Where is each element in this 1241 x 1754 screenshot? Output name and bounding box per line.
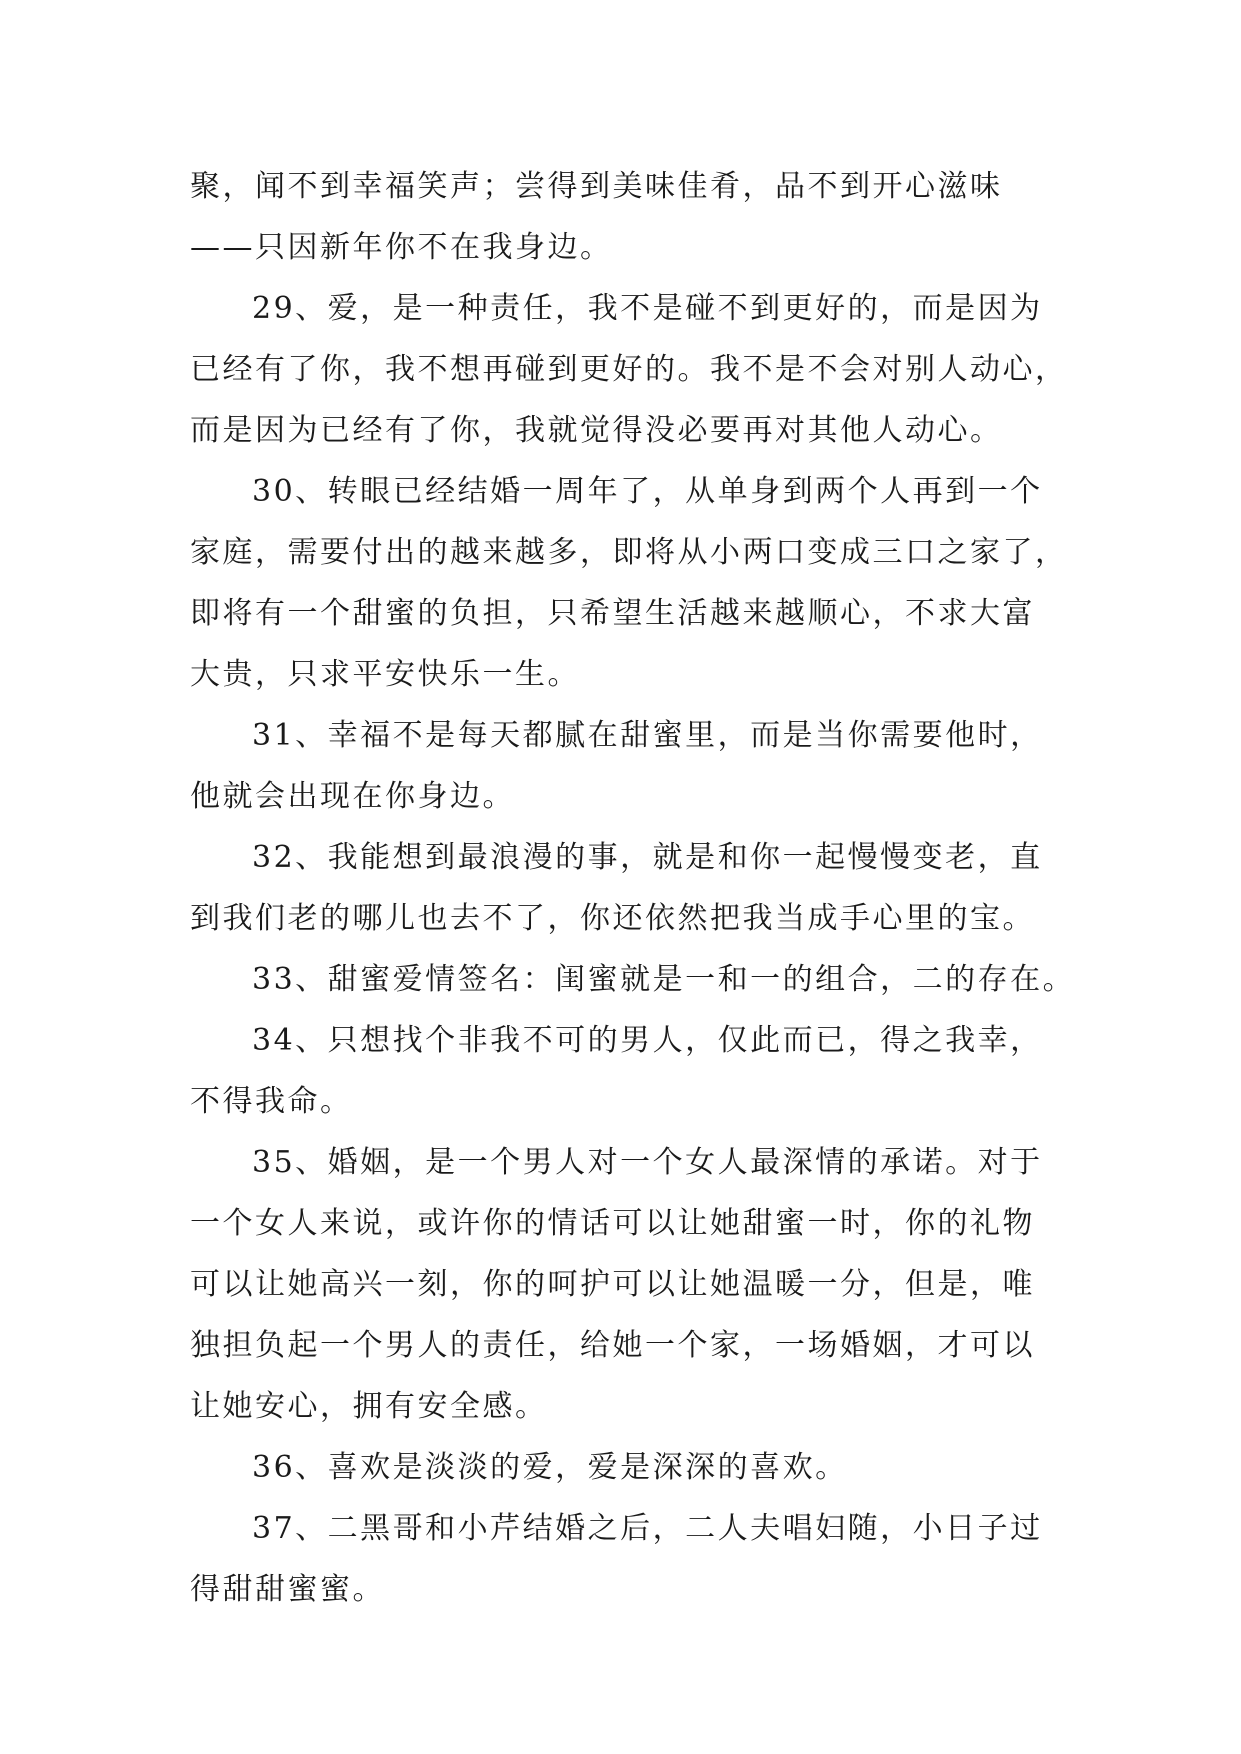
text-line: 可以让她高兴一刻，你的呵护可以让她温暖一分，但是，唯 [190,1267,1035,1302]
text-line: 30、转眼已经结婚一周年了，从单身到两个人再到一个 [252,474,1043,509]
paragraph-37 [190,1498,1070,1620]
text-line: 独担负起一个男人的责任，给她一个家，一场婚姻，才可以 [190,1328,1035,1363]
text-line: 他就会出现在你身边。 [190,779,515,814]
paragraph-34 [190,1010,1070,1132]
text-line: 到我们老的哪儿也去不了，你还依然把我当成手心里的宝。 [190,901,1035,936]
text-line: 37、二黑哥和小芹结婚之后，二人夫唱妇随，小日子过 [252,1511,1043,1546]
paragraph-29 [190,278,1070,461]
paragraph-33 [190,949,1076,1010]
text-line: 家庭，需要付出的越来越多，即将从小两口变成三口之家了， [190,535,1068,570]
text-line: 让她安心，拥有安全感。 [190,1389,548,1424]
text-line: 大贵，只求平安快乐一生。 [190,657,580,692]
document-body [190,156,1076,1620]
paragraph-continuation [190,156,1070,278]
paragraph-31 [190,705,1070,827]
paragraph-30 [190,461,1070,705]
text-line: 29、爱，是一种责任，我不是碰不到更好的，而是因为 [252,291,1043,326]
paragraph-36 [190,1437,1070,1498]
text-line: 得甜甜蜜蜜。 [190,1572,385,1607]
text-line: 聚，闻不到幸福笑声；尝得到美味佳肴，品不到开心滋味 [190,169,1003,204]
text-line: 一个女人来说，或许你的情话可以让她甜蜜一时，你的礼物 [190,1206,1035,1241]
text-line: 34、只想找个非我不可的男人，仅此而已，得之我幸， [252,1023,1043,1058]
text-line: 31、幸福不是每天都腻在甜蜜里，而是当你需要他时， [252,718,1043,753]
text-line: 33、甜蜜爱情签名：闺蜜就是一和一的组合，二的存在。 [252,962,1076,997]
paragraph-32 [190,827,1070,949]
text-line: 32、我能想到最浪漫的事，就是和你一起慢慢变老，直 [252,840,1043,875]
paragraph-35 [190,1132,1070,1437]
text-line: 不得我命。 [190,1084,353,1119]
text-line: 36、喜欢是淡淡的爱，爱是深深的喜欢。 [252,1450,848,1485]
text-line: 35、婚姻，是一个男人对一个女人最深情的承诺。对于 [252,1145,1043,1180]
text-line: 即将有一个甜蜜的负担，只希望生活越来越顺心，不求大富 [190,596,1035,631]
text-line: 而是因为已经有了你，我就觉得没必要再对其他人动心。 [190,413,1003,448]
text-line: 已经有了你，我不想再碰到更好的。我不是不会对别人动心， [190,352,1068,387]
text-line: ——只因新年你不在我身边。 [190,230,613,265]
